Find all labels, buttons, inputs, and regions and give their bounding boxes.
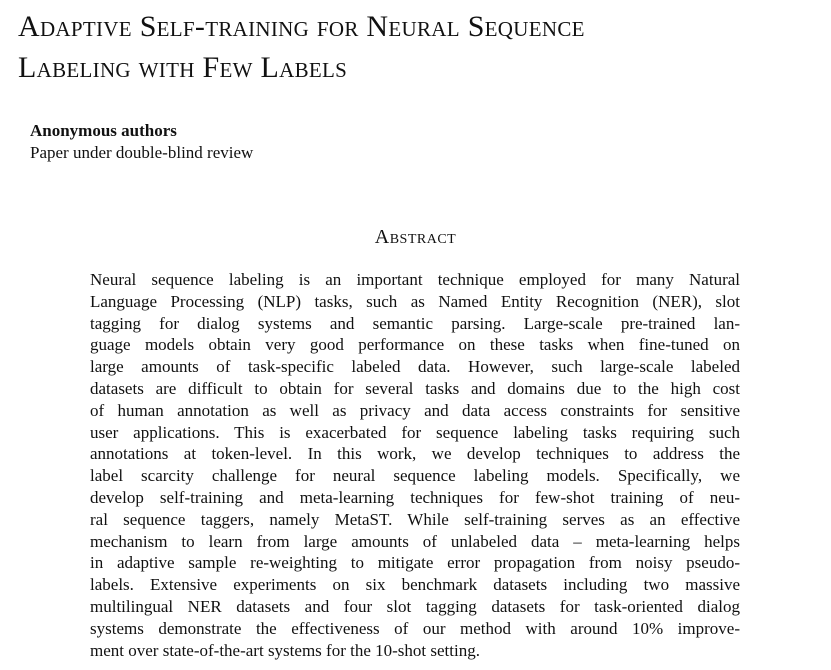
abstract-line: Language Processing (NLP) tasks, such as Named Entity Recognition (NER), slot xyxy=(90,291,740,311)
abstract-line: mechanism to learn from large amounts of unlabeled data – meta-learning helps xyxy=(90,531,740,551)
abstract-body xyxy=(90,269,740,661)
abstract-line: datasets are difficult to obtain for several tasks and domains due to the high cost xyxy=(90,378,740,398)
author-name: Anonymous authors xyxy=(30,121,177,140)
paper-title-line: Adaptive Self-training for Neural Sequence xyxy=(18,10,585,43)
abstract-line: guage models obtain very good performance on these tasks when fine-tuned on xyxy=(90,335,740,355)
paper-title-line: Labeling with Few Labels xyxy=(18,51,348,84)
abstract-line: systems demonstrate the effectiveness of our method with around 10% improve- xyxy=(90,618,740,638)
paper-title xyxy=(18,6,818,88)
review-note: Paper under double-blind review xyxy=(30,143,254,162)
abstract-line: labels. Extensive experiments on six benchmark datasets including two massive xyxy=(90,575,740,595)
abstract-line: ment over state-of-the-art systems for the 10-shot setting. xyxy=(90,640,480,660)
abstract-line: tagging for dialog systems and semantic parsing. Large-scale pre-trained lan- xyxy=(90,313,740,333)
abstract-line: annotations at token-level. In this work, we develop techniques to address the xyxy=(90,444,740,464)
abstract-line: in adaptive sample re-weighting to mitigate error propagation from noisy pseudo- xyxy=(90,553,740,573)
abstract-line: of human annotation as well as privacy and data access constraints for sensitive xyxy=(90,400,740,420)
abstract-line: develop self-training and meta-learning techniques for few-shot training of neu- xyxy=(90,487,740,507)
abstract-line: multilingual NER datasets and four slot tagging datasets for task-oriented dialog xyxy=(90,596,740,616)
abstract-line: user applications. This is exacerbated for sequence labeling tasks requiring such xyxy=(90,422,740,442)
abstract-line: large amounts of task-specific labeled data. However, such large-scale labeled xyxy=(90,357,740,377)
abstract-line: Neural sequence labeling is an important technique employed for many Natural xyxy=(90,270,740,289)
abstract-line: label scarcity challenge for neural sequence labeling models. Specifically, we xyxy=(90,466,740,486)
abstract-line: ral sequence taggers, namely MetaST. While self-training serves as an effective xyxy=(90,509,740,529)
abstract-heading: Abstract xyxy=(374,226,457,248)
author-block xyxy=(30,120,253,164)
